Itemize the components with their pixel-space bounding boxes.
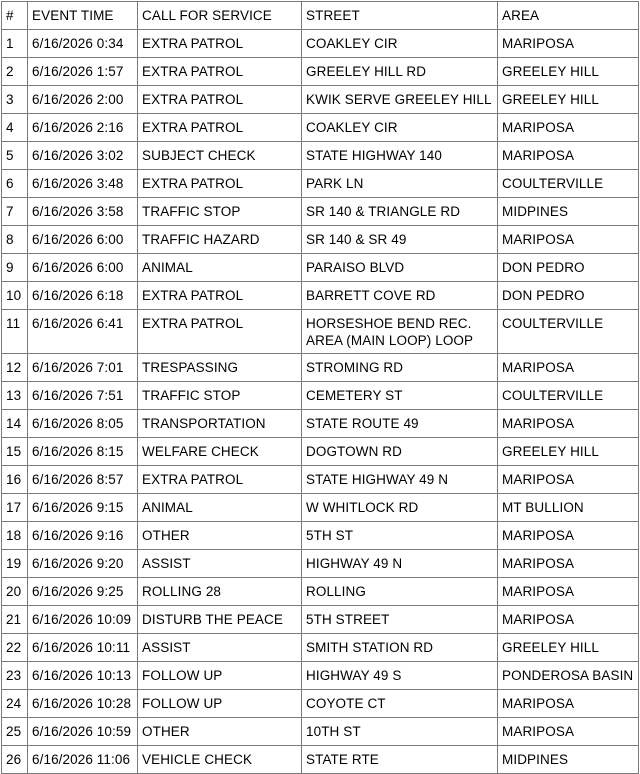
cell-number: 15 [2,438,28,466]
cell-street: CEMETERY ST [302,382,498,410]
cell-area: MARIPOSA [498,522,639,550]
table-row [2,86,639,114]
cell-event-time: 6/16/2026 9:15 [28,494,138,522]
table-row [2,282,639,310]
cell-street: HIGHWAY 49 N [302,550,498,578]
cell-area: MARIPOSA [498,606,639,634]
cell-event-time: 6/16/2026 6:41 [28,310,138,354]
cell-street: KWIK SERVE GREELEY HILL [302,86,498,114]
cell-event-time: 6/16/2026 0:34 [28,30,138,58]
table-row [2,606,639,634]
header-area: AREA [498,2,639,30]
cell-call-for-service: FOLLOW UP [138,690,302,718]
cell-number: 5 [2,142,28,170]
cell-street: STATE RTE [302,746,498,774]
table-row [2,58,639,86]
cell-area: DON PEDRO [498,254,639,282]
cell-event-time: 6/16/2026 10:11 [28,634,138,662]
cell-number: 13 [2,382,28,410]
table-row [2,198,639,226]
cell-street: BARRETT COVE RD [302,282,498,310]
table-row [2,718,639,746]
table-row [2,226,639,254]
cell-event-time: 6/16/2026 11:06 [28,746,138,774]
cell-call-for-service: OTHER [138,718,302,746]
cell-area: MARIPOSA [498,466,639,494]
cell-call-for-service: TRAFFIC HAZARD [138,226,302,254]
cell-number: 18 [2,522,28,550]
cell-street: ROLLING [302,578,498,606]
cell-area: GREELEY HILL [498,58,639,86]
table-row [2,382,639,410]
cell-area: MIDPINES [498,746,639,774]
cell-call-for-service: FOLLOW UP [138,662,302,690]
cell-number: 17 [2,494,28,522]
cell-street: SR 140 & SR 49 [302,226,498,254]
header-number: # [2,2,28,30]
cell-call-for-service: TRAFFIC STOP [138,382,302,410]
cell-area: MARIPOSA [498,690,639,718]
cell-number: 16 [2,466,28,494]
cell-event-time: 6/16/2026 6:00 [28,254,138,282]
table-row [2,522,639,550]
cell-area: MARIPOSA [498,114,639,142]
cell-street: W WHITLOCK RD [302,494,498,522]
header-event-time: EVENT TIME [28,2,138,30]
cell-area: MARIPOSA [498,354,639,382]
cell-call-for-service: TRESPASSING [138,354,302,382]
table-row [2,634,639,662]
cell-event-time: 6/16/2026 6:00 [28,226,138,254]
cell-number: 22 [2,634,28,662]
cell-event-time: 6/16/2026 7:51 [28,382,138,410]
cell-number: 8 [2,226,28,254]
cell-street: 5TH ST [302,522,498,550]
cell-event-time: 6/16/2026 2:00 [28,86,138,114]
cell-event-time: 6/16/2026 7:01 [28,354,138,382]
cell-event-time: 6/16/2026 10:28 [28,690,138,718]
table-row [2,466,639,494]
cell-number: 12 [2,354,28,382]
cell-event-time: 6/16/2026 10:59 [28,718,138,746]
cell-call-for-service: EXTRA PATROL [138,310,302,354]
cell-street: DOGTOWN RD [302,438,498,466]
cell-area: MARIPOSA [498,718,639,746]
call-log-table [1,1,639,774]
cell-call-for-service: EXTRA PATROL [138,282,302,310]
cell-street: STATE HIGHWAY 49 N [302,466,498,494]
cell-number: 3 [2,86,28,114]
table-row [2,438,639,466]
cell-area: MARIPOSA [498,30,639,58]
table-row [2,494,639,522]
cell-number: 23 [2,662,28,690]
cell-area: COULTERVILLE [498,382,639,410]
cell-number: 25 [2,718,28,746]
header-call-for-service: CALL FOR SERVICE [138,2,302,30]
cell-area: COULTERVILLE [498,310,639,354]
cell-area: DON PEDRO [498,282,639,310]
cell-event-time: 6/16/2026 3:48 [28,170,138,198]
cell-street: COAKLEY CIR [302,30,498,58]
table-row [2,410,639,438]
cell-street: COYOTE CT [302,690,498,718]
cell-number: 6 [2,170,28,198]
cell-call-for-service: SUBJECT CHECK [138,142,302,170]
cell-call-for-service: TRAFFIC STOP [138,198,302,226]
table-row [2,310,639,354]
cell-event-time: 6/16/2026 9:25 [28,578,138,606]
table-row [2,114,639,142]
table-row [2,170,639,198]
table-row [2,254,639,282]
cell-number: 11 [2,310,28,354]
cell-number: 4 [2,114,28,142]
cell-call-for-service: ASSIST [138,550,302,578]
cell-call-for-service: VEHICLE CHECK [138,746,302,774]
cell-area: GREELEY HILL [498,634,639,662]
cell-number: 10 [2,282,28,310]
cell-area: GREELEY HILL [498,438,639,466]
cell-number: 21 [2,606,28,634]
header-street: STREET [302,2,498,30]
cell-area: MARIPOSA [498,142,639,170]
cell-street: 5TH STREET [302,606,498,634]
cell-call-for-service: EXTRA PATROL [138,58,302,86]
cell-event-time: 6/16/2026 3:58 [28,198,138,226]
cell-event-time: 6/16/2026 9:20 [28,550,138,578]
cell-call-for-service: EXTRA PATROL [138,170,302,198]
cell-street: HIGHWAY 49 S [302,662,498,690]
cell-street: GREELEY HILL RD [302,58,498,86]
cell-number: 24 [2,690,28,718]
cell-street: PARK LN [302,170,498,198]
cell-number: 14 [2,410,28,438]
table-row [2,662,639,690]
cell-call-for-service: ROLLING 28 [138,578,302,606]
header-row [2,2,639,30]
cell-street: SMITH STATION RD [302,634,498,662]
cell-call-for-service: EXTRA PATROL [138,86,302,114]
table-body [2,30,639,774]
cell-street: STATE HIGHWAY 140 [302,142,498,170]
cell-call-for-service: EXTRA PATROL [138,466,302,494]
cell-number: 20 [2,578,28,606]
cell-call-for-service: ANIMAL [138,254,302,282]
cell-street: STATE ROUTE 49 [302,410,498,438]
cell-area: COULTERVILLE [498,170,639,198]
cell-area: MARIPOSA [498,226,639,254]
cell-street: COAKLEY CIR [302,114,498,142]
table-row [2,30,639,58]
cell-area: MARIPOSA [498,550,639,578]
cell-street: 10TH ST [302,718,498,746]
table-row [2,354,639,382]
cell-event-time: 6/16/2026 3:02 [28,142,138,170]
cell-street: STROMING RD [302,354,498,382]
cell-area: PONDEROSA BASIN [498,662,639,690]
cell-call-for-service: ASSIST [138,634,302,662]
cell-event-time: 6/16/2026 8:05 [28,410,138,438]
table-row [2,142,639,170]
cell-call-for-service: OTHER [138,522,302,550]
cell-street: SR 140 & TRIANGLE RD [302,198,498,226]
cell-number: 19 [2,550,28,578]
cell-street: PARAISO BLVD [302,254,498,282]
table-row [2,578,639,606]
table-row [2,550,639,578]
table-row [2,746,639,774]
cell-number: 26 [2,746,28,774]
cell-event-time: 6/16/2026 8:15 [28,438,138,466]
cell-street: HORSESHOE BEND REC. AREA (MAIN LOOP) LOOP [302,310,498,354]
cell-call-for-service: EXTRA PATROL [138,30,302,58]
cell-event-time: 6/16/2026 9:16 [28,522,138,550]
cell-number: 7 [2,198,28,226]
cell-call-for-service: EXTRA PATROL [138,114,302,142]
cell-event-time: 6/16/2026 8:57 [28,466,138,494]
cell-area: GREELEY HILL [498,86,639,114]
cell-number: 1 [2,30,28,58]
cell-call-for-service: DISTURB THE PEACE [138,606,302,634]
cell-area: MARIPOSA [498,578,639,606]
cell-area: MT BULLION [498,494,639,522]
cell-call-for-service: TRANSPORTATION [138,410,302,438]
cell-area: MARIPOSA [498,410,639,438]
cell-call-for-service: ANIMAL [138,494,302,522]
table-row [2,690,639,718]
cell-event-time: 6/16/2026 1:57 [28,58,138,86]
cell-number: 2 [2,58,28,86]
cell-call-for-service: WELFARE CHECK [138,438,302,466]
cell-event-time: 6/16/2026 10:09 [28,606,138,634]
cell-event-time: 6/16/2026 6:18 [28,282,138,310]
cell-event-time: 6/16/2026 10:13 [28,662,138,690]
cell-area: MIDPINES [498,198,639,226]
cell-event-time: 6/16/2026 2:16 [28,114,138,142]
cell-number: 9 [2,254,28,282]
